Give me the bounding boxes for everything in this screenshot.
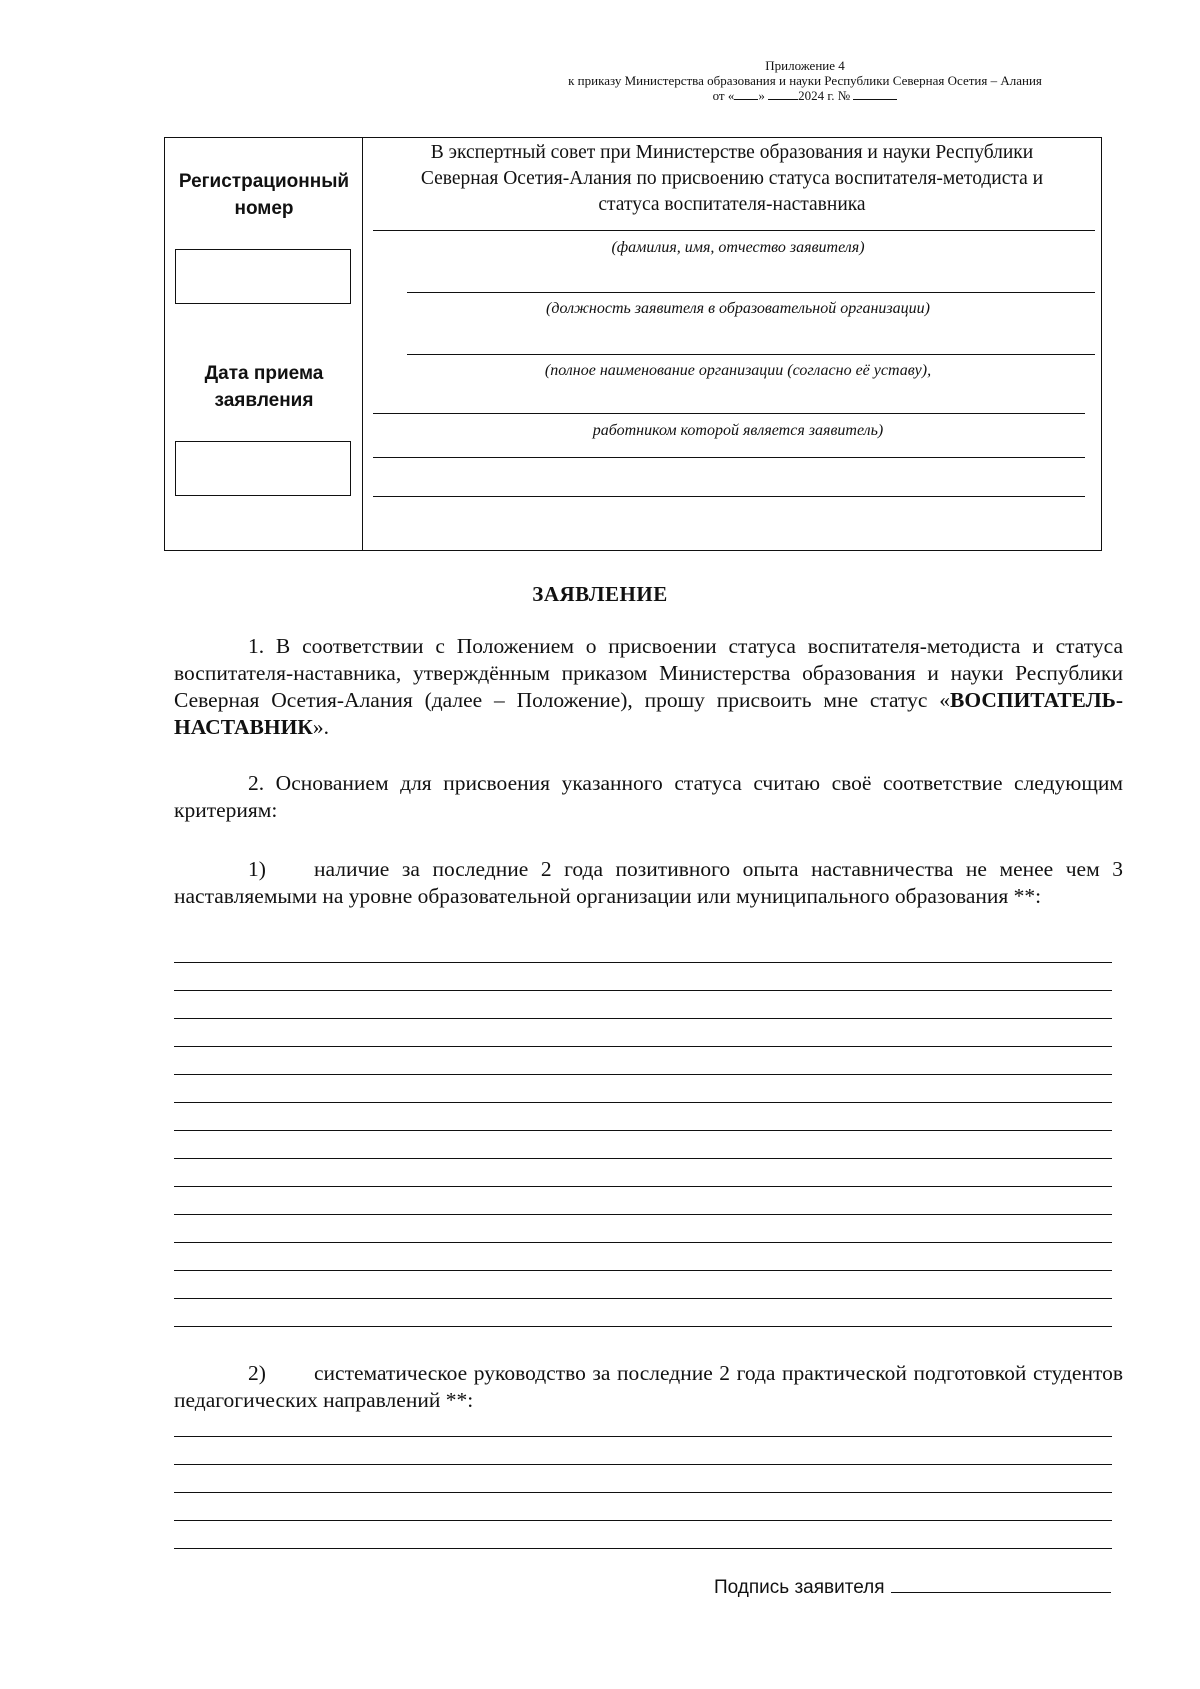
criterion-2-answer-line[interactable]	[174, 1520, 1112, 1521]
criterion-1-answer-line[interactable]	[174, 1298, 1112, 1299]
reg-number-box[interactable]	[175, 249, 351, 304]
criterion-1-answer-line[interactable]	[174, 1242, 1112, 1243]
criterion-1-answer-line[interactable]	[174, 1046, 1112, 1047]
criterion-1-answer-line[interactable]	[174, 1270, 1112, 1271]
criterion-1-answer-line[interactable]	[174, 1018, 1112, 1019]
order-reference: к приказу Министерства образования и науки Республики Северная Осетия – Алания	[568, 73, 1042, 88]
applicant-signature	[714, 1574, 1111, 1599]
organization-caption: (полное наименование организации (согласно её уставу),	[544, 362, 932, 379]
status-name: ВОСПИТАТЕЛЬ-НАСТАВНИК	[174, 688, 1123, 739]
extra-line-1[interactable]	[373, 457, 1085, 458]
order-date-line: от « » 2024 г. №	[520, 88, 1090, 103]
registration-column	[165, 138, 363, 550]
organization-line-2[interactable]	[373, 413, 1085, 414]
criterion-2-number: 2)	[248, 1361, 266, 1385]
criterion-1-answer-line[interactable]	[174, 1158, 1112, 1159]
organization-line[interactable]	[407, 354, 1095, 355]
applicant-name-caption: (фамилия, имя, отчество заявителя)	[611, 239, 865, 256]
signature-label: Подпись заявителя	[714, 1577, 885, 1598]
criterion-1-answer-line[interactable]	[174, 1130, 1112, 1131]
appendix-header	[520, 58, 1090, 103]
order-month-blank[interactable]	[768, 88, 798, 100]
receipt-date-box[interactable]	[175, 441, 351, 496]
criterion-1-answer-line[interactable]	[174, 1074, 1112, 1075]
criterion-1-answer-line[interactable]	[174, 962, 1112, 963]
criterion-1-answer-line[interactable]	[174, 1186, 1112, 1187]
criterion-2-answer-line[interactable]	[174, 1464, 1112, 1465]
addressee-column	[363, 138, 1101, 550]
criterion-1-answer-line[interactable]	[174, 1102, 1112, 1103]
signature-blank[interactable]	[891, 1574, 1111, 1593]
criterion-2-answer-line[interactable]	[174, 1548, 1112, 1549]
criterion-2-answer-line[interactable]	[174, 1436, 1112, 1437]
applicant-position-caption: (должность заявителя в образовательной организации)	[546, 300, 930, 317]
criterion-1-answer-line[interactable]	[174, 1326, 1112, 1327]
criterion-2: 2) систематическое руководство за последние 2 года практической подготовкой студентов педагогических направлений **:	[174, 1361, 1123, 1412]
document-title: ЗАЯВЛЕНИЕ	[532, 582, 668, 606]
criterion-1-number: 1)	[248, 857, 266, 881]
applicant-position-line[interactable]	[407, 292, 1095, 293]
registration-table	[164, 137, 1102, 551]
employee-caption: работником которой является заявитель)	[592, 422, 884, 439]
criterion-2-answer-line[interactable]	[174, 1492, 1112, 1493]
addressee-block: В экспертный совет при Министерстве образования и науки Республики Северная Осетия-Алания по присвоению статуса воспитателя-методиста и статуса воспитателя-наставника	[420, 142, 1044, 215]
order-number-blank[interactable]	[853, 88, 897, 100]
receipt-date-label: Дата приема заявления	[204, 363, 324, 411]
reg-number-label: Регистрационный номер	[178, 171, 350, 219]
order-day-blank[interactable]	[734, 88, 758, 100]
appendix-number: Приложение 4	[765, 58, 845, 73]
applicant-name-line[interactable]	[373, 230, 1095, 231]
extra-line-2[interactable]	[373, 496, 1085, 497]
criterion-1-answer-line[interactable]	[174, 990, 1112, 991]
paragraph-1: 1. В соответствии с Положением о присвоении статуса воспитателя-методиста и статуса воспитателя-наставника, утверждённым приказом Министерства образования и науки Республики Северная Осетия-Алания (далее – Положение), прошу присвоить мне статус «ВОСПИТАТЕЛЬ-НАСТАВНИК».	[174, 634, 1123, 739]
criterion-1-answer-line[interactable]	[174, 1214, 1112, 1215]
paragraph-2: 2. Основанием для присвоения указанного статуса считаю своё соответствие следующим критериям:	[174, 771, 1123, 822]
criterion-1: 1) наличие за последние 2 года позитивного опыта наставничества не менее чем 3 наставляемыми на уровне образовательной организации или муниципального образования **:	[174, 857, 1123, 908]
